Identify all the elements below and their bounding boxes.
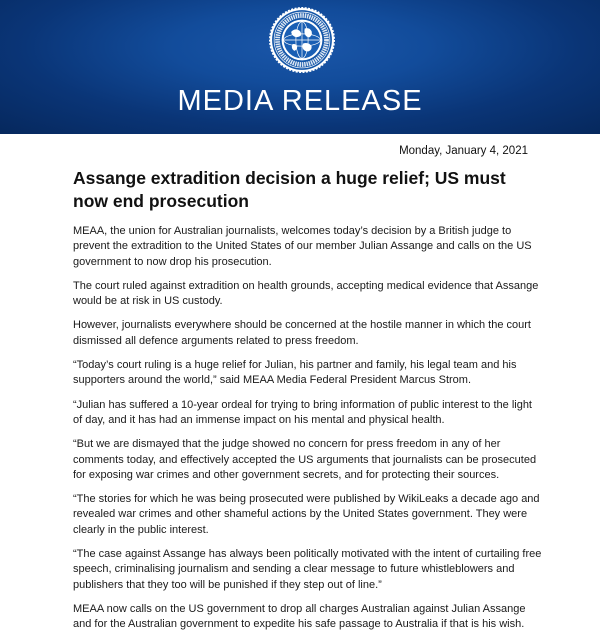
headline: Assange extradition decision a huge relief; US must now end prosecution [73,168,506,211]
paragraph: However, journalists everywhere should be concerned at the hostile manner in which the court dismissed all defence arguments related to press freedom. [73,319,531,347]
paragraph: MEAA now calls on the US government to drop all charges Australian against Julian Assange and for the Australian government to expedite his safe passage to Australia if that is his wish. [73,602,526,631]
paragraph: “The stories for which he was being prosecuted were published by WikiLeaks a decade ago and revealed war crimes and other shameful actions by the United States government. They were clearly in the public interest. [73,493,540,536]
release-date: Monday, January 4, 2021 [399,145,528,157]
release-body [73,224,543,642]
paragraph: The court ruled against extradition on health grounds, accepting medical evidence that Assange would be at risk in US custody. [73,279,539,308]
paragraph: “But we are dismayed that the judge showed no concern for press freedom in any of her comments today, and effectively accepted the US arguments that journalists can be prosecuted for exposing war crimes and other government secrets, and for protecting their sources. [73,438,537,481]
paragraph: “Today’s court ruling is a huge relief for Julian, his partner and family, his legal team and his supporters around the world,” said MEAA Media Federal President Marcus Strom. [73,359,517,387]
meaa-globe-seal-icon [268,6,336,74]
media-release-banner [0,0,600,134]
paragraph: “Julian has suffered a 10-year ordeal for trying to bring information of public interest to the light of day, and it has had an immense impact on his mental and physical health. [73,398,532,426]
paragraph: MEAA, the union for Australian journalists, welcomes today’s decision by a British judge to prevent the extradition to the United States of our member Julian Assange and calls on the US government to now drop his prosecution. [73,225,532,268]
paragraph: “The case against Assange has always been politically motivated with the intent of curtailing free speech, criminalising journalism and sending a clear message to future whistleblowers and publishers that they too will be punished if they step out of line.” [73,548,542,591]
banner-title: MEDIA RELEASE [177,85,423,117]
